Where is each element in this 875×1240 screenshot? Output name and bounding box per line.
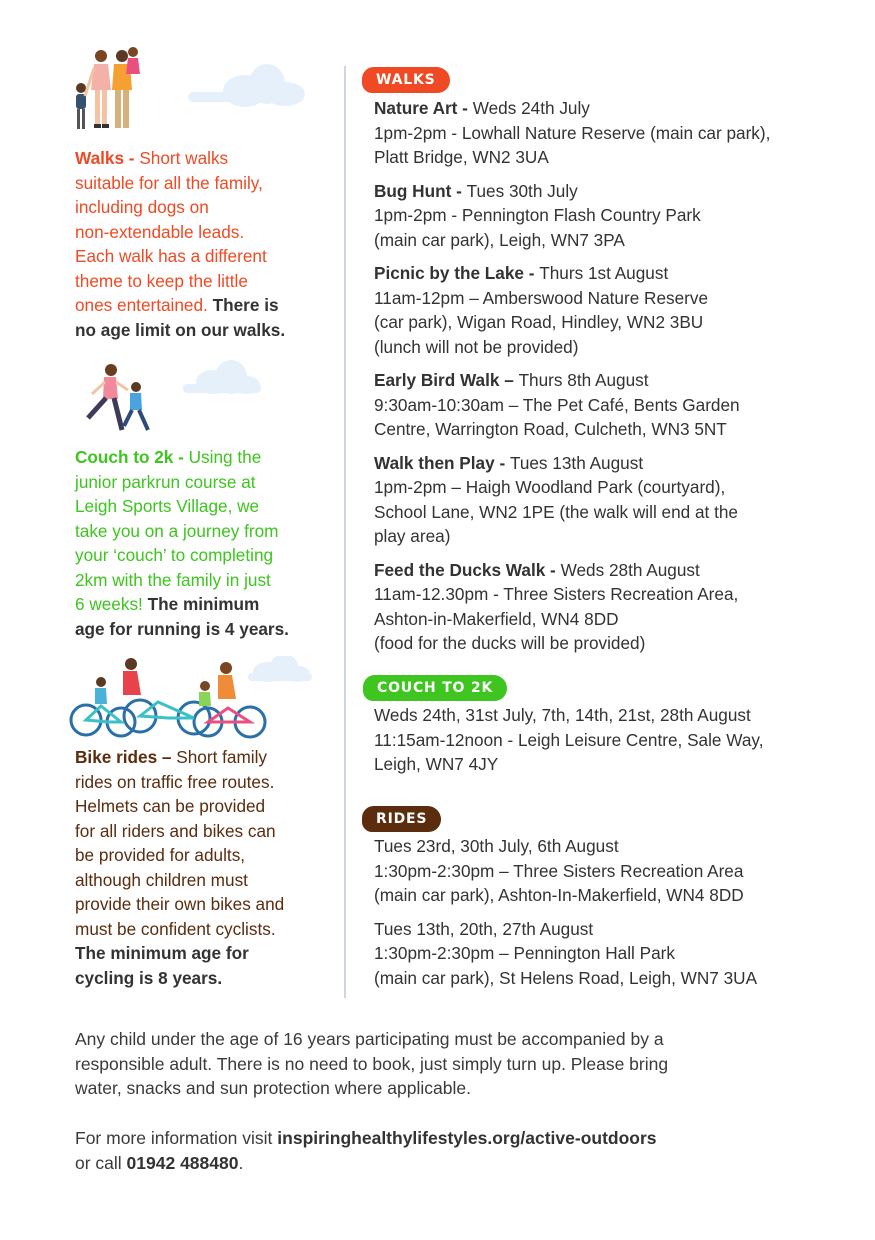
event-date: Tues 13th August <box>509 452 644 473</box>
walks-age-note: There is <box>212 295 279 315</box>
couch-badge: COUCH TO 2K <box>363 675 507 701</box>
couch-text-line: your ‘couch’ to completing <box>75 545 274 565</box>
website-link[interactable]: inspiringhealthylifestyles.org/active-outdoors <box>277 1128 657 1148</box>
couch-text-line: Using the <box>188 447 262 467</box>
event-detail: (main car park), Ashton-In-Makerfield, WN4 8DD <box>374 885 744 905</box>
event-detail: Weds 24th, 31st July, 7th, 14th, 21st, 28th August <box>374 705 751 725</box>
notice-line: Any child under the age of 16 years participating must be accompanied by a <box>75 1029 664 1049</box>
rides-text-line: provide their own bikes and <box>75 894 285 914</box>
notice-paragraph <box>75 1027 775 1101</box>
couch-text-line: 6 weeks! <box>75 594 148 614</box>
event-detail: (car park), Wigan Road, Hindley, WN2 3BU <box>374 312 704 332</box>
rides-text-line: rides on traffic free routes. <box>75 771 275 792</box>
event-detail: 1pm-2pm - Pennington Flash Country Park <box>374 205 701 225</box>
walk-event <box>374 558 834 656</box>
event-detail: play area) <box>374 526 451 546</box>
walks-text-line: theme to keep the little <box>75 270 248 291</box>
info-prefix: For more information visit <box>75 1128 278 1148</box>
cloud-icon <box>248 656 312 682</box>
contact-paragraph <box>75 1126 775 1175</box>
couch-text-line: 2km with the family in just <box>75 569 271 590</box>
walks-schedule <box>374 96 834 665</box>
rides-text-line: Short family <box>176 747 268 767</box>
walks-text-line: ones entertained. <box>75 295 213 315</box>
cloud-icon <box>188 64 305 107</box>
event-detail: 1pm-2pm – Haigh Woodland Park (courtyard), <box>374 477 726 497</box>
event-date: Weds 24th July <box>472 98 590 118</box>
rides-age-note: The minimum age for <box>75 943 249 963</box>
event-detail: Leigh, WN7 4JY <box>374 754 499 774</box>
event-date: Tues 23rd, 30th July, 6th August <box>374 836 619 856</box>
event-date: Weds 28th August <box>560 559 700 580</box>
event-detail: School Lane, WN2 1PE (the walk will end at the <box>374 501 738 522</box>
couch-text-line: junior parkrun course at <box>75 471 256 492</box>
column-divider <box>344 66 346 998</box>
couch-schedule <box>374 703 834 777</box>
event-title: Nature Art - <box>374 98 473 118</box>
event-detail: 11:15am-12noon - Leigh Leisure Centre, Sale Way, <box>374 729 764 750</box>
rides-badge: RIDES <box>362 806 441 832</box>
event-title: Picnic by the Lake - <box>374 263 540 283</box>
event-title: Early Bird Walk – <box>374 370 519 390</box>
walks-description <box>75 146 327 342</box>
event-title: Feed the Ducks Walk - <box>374 559 561 580</box>
walk-event <box>374 96 834 170</box>
event-detail: 1:30pm-2:30pm – Pennington Hall Park <box>374 943 675 963</box>
couch-text-line: Leigh Sports Village, we <box>75 496 260 516</box>
cloud-icon <box>183 360 261 394</box>
event-detail: (main car park), Leigh, WN7 3PA <box>374 229 625 250</box>
event-detail: Centre, Warrington Road, Culcheth, WN3 5NT <box>374 419 727 439</box>
walks-badge: WALKS <box>362 67 450 93</box>
couch-age-note: age for running is 4 years. <box>75 618 289 639</box>
call-prefix: or call <box>75 1152 127 1173</box>
walks-heading: Walks - <box>75 148 140 168</box>
notice-line: responsible adult. There is no need to book, just simply turn up. Please bring <box>75 1053 669 1074</box>
event-title: Walk then Play - <box>374 452 510 473</box>
event-detail: Platt Bridge, WN2 3UA <box>374 147 549 167</box>
family-running-illustration <box>78 360 263 440</box>
event-detail: 9:30am-10:30am – The Pet Café, Bents Garden <box>374 394 740 415</box>
walks-text-line: Each walk has a different <box>75 246 267 266</box>
walks-text-line: suitable for all the family, <box>75 172 263 193</box>
walk-event <box>374 261 834 359</box>
couch-text-line: take you on a journey from <box>75 520 279 541</box>
event-detail: Ashton-in-Makerfield, WN4 8DD <box>374 608 619 629</box>
event-date: Tues 30th July <box>466 180 578 201</box>
couch-heading: Couch to 2k - <box>75 447 189 467</box>
family-walking-illustration <box>70 44 310 136</box>
rides-schedule <box>374 834 834 999</box>
phone-number[interactable]: 01942 488480 <box>126 1152 239 1173</box>
rides-heading: Bike rides – <box>75 747 177 767</box>
rides-text-line: for all riders and bikes can <box>75 820 276 841</box>
event-detail: (food for the ducks will be provided) <box>374 633 646 653</box>
walk-event <box>374 451 834 549</box>
event-detail: 11am-12.30pm - Three Sisters Recreation Area, <box>374 584 739 604</box>
event-detail: 1:30pm-2:30pm – Three Sisters Recreation Area <box>374 860 744 881</box>
walks-text-line: non-extendable leads. <box>75 221 245 242</box>
event-detail: (lunch will not be provided) <box>374 336 579 357</box>
family-cycling-illustration <box>68 656 313 740</box>
couch-description <box>75 445 327 641</box>
rides-text-line: must be confident cyclists. <box>75 918 276 939</box>
event-detail: 11am-12pm – Amberswood Nature Reserve <box>374 287 709 308</box>
event-date: Thurs 1st August <box>539 263 669 283</box>
call-suffix: . <box>238 1152 244 1173</box>
rides-description <box>75 745 327 990</box>
walk-event <box>374 179 834 253</box>
event-detail: 1pm-2pm - Lowhall Nature Reserve (main car park), <box>374 122 771 143</box>
event-title: Bug Hunt - <box>374 180 467 201</box>
walks-text-line: including dogs on <box>75 197 209 217</box>
event-date: Thurs 8th August <box>518 370 649 390</box>
ride-event <box>374 917 834 991</box>
rides-age-note: cycling is 8 years. <box>75 967 223 988</box>
rides-text-line: although children must <box>75 869 248 890</box>
walks-age-note: no age limit on our walks. <box>75 319 286 340</box>
notice-line: water, snacks and sun protection where applicable. <box>75 1078 471 1098</box>
rides-text-line: Helmets can be provided <box>75 796 266 816</box>
walk-event <box>374 368 834 442</box>
ride-event <box>374 834 834 908</box>
event-detail: (main car park), St Helens Road, Leigh, WN7 3UA <box>374 967 758 988</box>
walks-text-line: Short walks <box>139 148 229 168</box>
rides-text-line: be provided for adults, <box>75 845 246 865</box>
event-date: Tues 13th, 20th, 27th August <box>374 918 594 939</box>
couch-age-note: The minimum <box>147 594 260 614</box>
